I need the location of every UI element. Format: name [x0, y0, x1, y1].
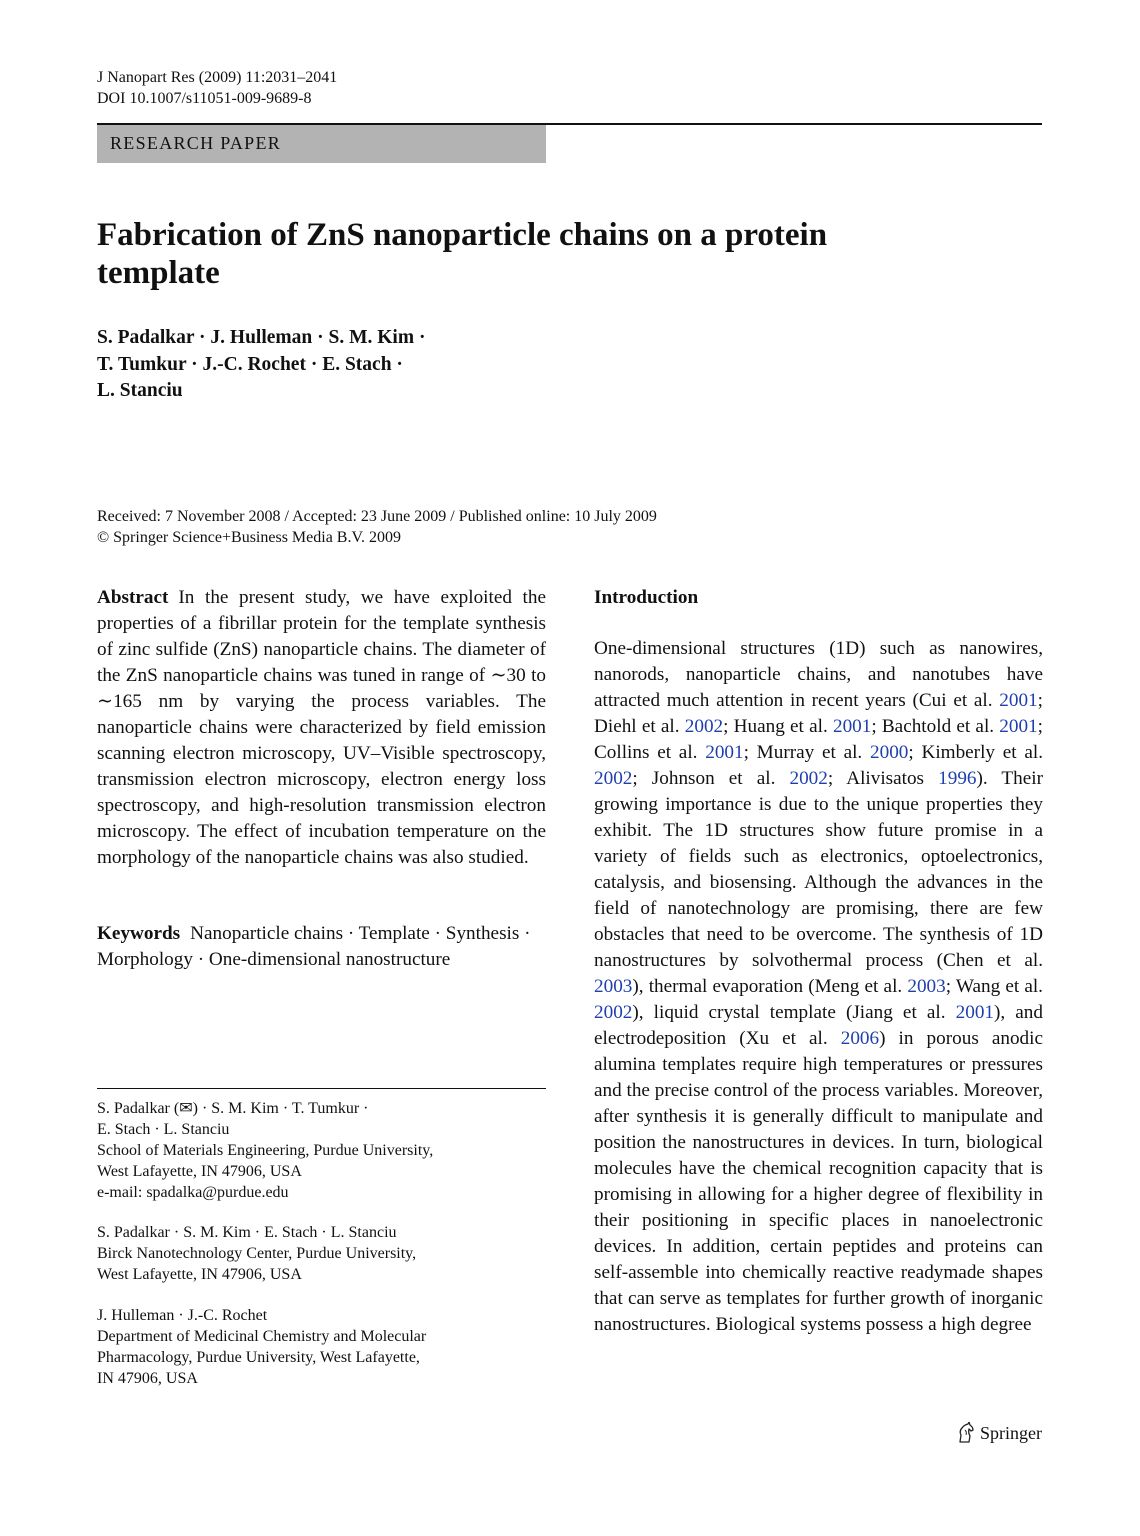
affiliation-line: Department of Medicinal Chemistry and Molecular	[97, 1328, 427, 1345]
intro-text-segment: ). Their growing importance is due to the unique properties they exhibit. The 1D structures show future promise in a variety of fields such as electronics, optoelectronics, catalysis, and biosensing. Although the advances in the field of nanotechnology are promising, there are few obstacles that need to be overcome. The synthesis of 1D nanostructures by solvothermal process (Chen et al.	[594, 768, 1043, 971]
introduction-body	[594, 636, 1043, 1338]
intro-text-segment: ; Diehl et al.	[594, 690, 1043, 737]
copyright: © Springer Science+Business Media B.V. 2009	[97, 529, 401, 546]
intro-text-segment: ; Kimberly et al.	[908, 742, 1044, 763]
citation-link[interactable]: 2001	[999, 690, 1038, 711]
email-link[interactable]: e-mail: spadalka@purdue.edu	[97, 1184, 289, 1201]
section-ribbon	[97, 125, 546, 163]
intro-text-segment: ), liquid crystal template (Jiang et al.	[632, 1002, 956, 1023]
author-line: T. Tumkur · J.-C. Rochet · E. Stach ·	[97, 353, 403, 375]
intro-text-segment: ), thermal evaporation (Meng et al.	[632, 976, 908, 997]
abstract	[97, 585, 546, 871]
history-dates: Received: 7 November 2008 / Accepted: 23 June 2009 / Published online: 10 July 2009	[97, 508, 657, 525]
intro-text-segment: ; Wang et al.	[945, 976, 1043, 997]
citation-link[interactable]: 2000	[870, 742, 909, 763]
citation-link[interactable]: 2003	[907, 976, 946, 997]
intro-text-segment: ) in porous anodic alumina templates require high temperatures or pressures and the precise control of the process variables. Moreover, after synthesis it is generally difficult to manipulate and position the nanostructures in devices. In turn, biological molecules have the chemical recognition capacity that is promising in allowing for a higher degree of flexibility in their positioning in specific places in nanoelectronic devices. In addition, certain peptides and proteins can self-assemble into chemically reactive readymade shapes that can serve as templates for further growth of inorganic nanostructures. Biological systems possess a high degree	[594, 1028, 1043, 1335]
affiliation-line: West Lafayette, IN 47906, USA	[97, 1266, 302, 1283]
citation-link[interactable]: 2003	[594, 976, 633, 997]
citation-link[interactable]: 2002	[594, 768, 633, 789]
affiliation-line: S. Padalkar · S. M. Kim · E. Stach · L. Stanciu	[97, 1224, 397, 1241]
citation-link[interactable]: 2002	[789, 768, 828, 789]
intro-text-segment: ; Alivisatos	[827, 768, 939, 789]
introduction-paragraph	[594, 636, 1043, 1338]
journal-citation: J Nanopart Res (2009) 11:2031–2041	[97, 69, 338, 86]
article-dates	[97, 506, 657, 548]
abstract-text: In the present study, we have exploited the properties of a fibrillar protein for the template synthesis of zinc sulfide (ZnS) nanoparticle chains. The diameter of the ZnS nanoparticle chains was tuned in range of ∼30 to ∼165 nm by varying the process variables. The nanoparticle chains were characterized by field emission scanning electron microscopy, UV–Visible spectroscopy, transmission electron microscopy, electron energy loss spectroscopy, and high-resolution transmission electron microscopy. The effect of incubation temperature on the morphology of the nanoparticle chains was also studied.	[97, 587, 546, 868]
author-line: S. Padalkar · J. Hulleman · S. M. Kim ·	[97, 327, 426, 348]
journal-header	[97, 67, 337, 109]
footnote-rule	[97, 1088, 546, 1089]
intro-text-segment: ; Johnson et al.	[632, 768, 790, 789]
intro-text-segment: ), and electrodeposition (Xu et al.	[594, 1002, 1043, 1049]
affiliation-line: Birck Nanotechnology Center, Purdue University,	[97, 1245, 417, 1262]
intro-text-segment: ; Huang et al.	[723, 716, 833, 737]
affiliation-block	[97, 1222, 546, 1285]
springer-horse-icon	[956, 1422, 976, 1444]
introduction-heading: Introduction	[594, 587, 699, 608]
citation-link[interactable]: 2001	[832, 716, 872, 737]
keywords-text: Nanoparticle chains · Template · Synthesis · Morphology · One-dimensional nanostructure	[97, 923, 531, 970]
publisher-logo	[956, 1422, 1042, 1444]
abstract-label: Abstract	[97, 587, 169, 608]
citation-link[interactable]: 1996	[938, 768, 977, 789]
author-list	[97, 325, 425, 405]
affiliation-block	[97, 1305, 546, 1389]
citation-link[interactable]: 2002	[684, 716, 724, 737]
author-line: L. Stanciu	[97, 380, 183, 401]
citation-link[interactable]: 2001	[999, 716, 1038, 737]
keywords	[97, 921, 546, 973]
citation-link[interactable]: 2001	[955, 1002, 994, 1023]
intro-text-segment: ; Bachtold et al.	[871, 716, 1000, 737]
affiliation-line: IN 47906, USA	[97, 1370, 198, 1387]
affiliation-line: J. Hulleman · J.-C. Rochet	[97, 1307, 268, 1324]
affiliation-line: E. Stach · L. Stanciu	[97, 1121, 230, 1138]
keywords-label: Keywords	[97, 923, 181, 944]
doi: DOI 10.1007/s11051-009-9689-8	[97, 90, 312, 107]
affiliation-block	[97, 1098, 546, 1203]
paper-title: Fabrication of ZnS nanoparticle chains on a protein template	[97, 217, 828, 291]
citation-link[interactable]: 2001	[705, 742, 744, 763]
affiliation-line: School of Materials Engineering, Purdue University,	[97, 1142, 434, 1159]
affiliation-line: Pharmacology, Purdue University, West Lafayette,	[97, 1349, 420, 1366]
publisher-name: Springer	[980, 1422, 1042, 1443]
intro-text-segment: One-dimensional structures (1D) such as nanowires, nanorods, nanoparticle chains, and nanotubes have attracted much attention in recent years (Cui et al.	[594, 638, 1043, 711]
intro-text-segment: ; Collins et al.	[594, 716, 1043, 763]
section-label: RESEARCH PAPER	[110, 133, 282, 153]
intro-text-segment: ; Murray et al.	[743, 742, 870, 763]
citation-link[interactable]: 2002	[594, 1002, 633, 1023]
affiliation-line: S. Padalkar (✉) · S. M. Kim · T. Tumkur ·	[97, 1100, 369, 1117]
citation-link[interactable]: 2006	[840, 1028, 880, 1049]
affiliation-line: West Lafayette, IN 47906, USA	[97, 1163, 302, 1180]
